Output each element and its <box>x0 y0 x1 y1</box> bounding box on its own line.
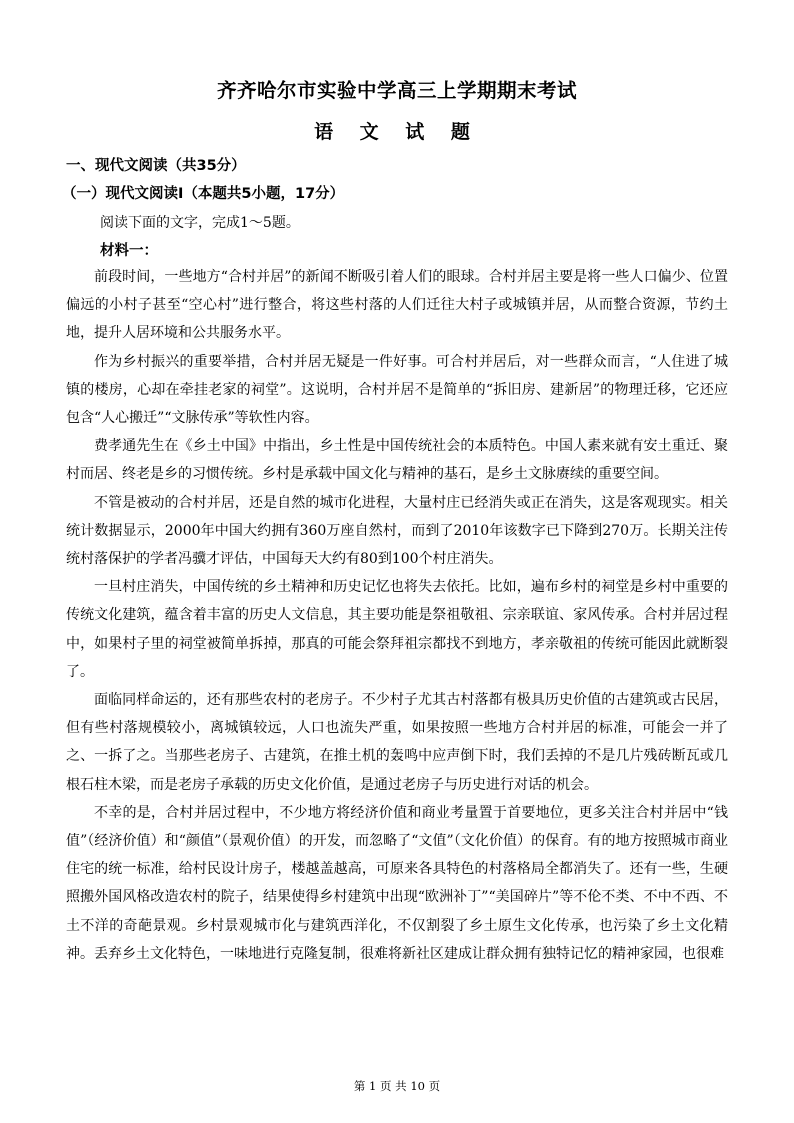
exam-subject: 语 文 试 题 <box>314 121 480 143</box>
paragraph: 前段时间，一些地方“合村并居”的新闻不断吸引着人们的眼球。合村并居主要是将一些人口偏少、位置偏远的小村子甚至“空心村”进行整合，将这些村落的人们迁往大村子或城镇并居，从而整合资源，节约土地，提升人居环境和公共服务水平。 <box>66 269 728 342</box>
page-number-footer: 第 1 页 共 10 页 <box>353 1079 441 1093</box>
paragraph: 费孝通先生在《乡土中国》中指出，乡土性是中国传统社会的本质特色。中国人素来就有安土重迁、聚村而居、终老是乡的习惯传统。乡村是承载中国文化与精神的基石，是乡土文脉赓续的重要空间。 <box>66 438 728 483</box>
material-label: 材料一： <box>100 243 158 259</box>
paragraph: 不管是被动的合村并居，还是自然的城市化进程，大量村庄已经消失或正在消失，这是客观现实。相关统计数据显示，2000年中国大约拥有360万座自然村，而到了2010年该数字已下降到270万。长期关注传统村落保护的学者冯骥才评估，中国每天大约有80到100个村庄消失。 <box>66 494 728 568</box>
exam-title: 齐齐哈尔市实验中学高三上学期期末考试 <box>216 79 577 102</box>
paragraph: 作为乡村振兴的重要举措，合村并居无疑是一件好事。可合村并居后，对一些群众而言，“人住进了城镇的楼房，心却在牵挂老家的祠堂”。这说明，合村并居不是简单的“拆旧房、建新居”的物理迁移，它还应包含“人心搬迁”“文脉传承”等软性内容。 <box>66 353 728 427</box>
paragraph: 一旦村庄消失，中国传统的乡土精神和历史记忆也将失去依托。比如，遍布乡村的祠堂是乡村中重要的传统文化建筑，蕴含着丰富的历史人文信息，其主要功能是祭祖敬祖、宗亲联谊、家风传承。合村并居过程中，如果村子里的祠堂被简单拆掉，那真的可能会祭拜祖宗都找不到地方，孝亲敬祖的传统可能因此就断裂了。 <box>66 579 728 680</box>
reading-instruction: 阅读下面的文字，完成1～5题。 <box>100 215 300 231</box>
paragraph: 不幸的是，合村并居过程中，不少地方将经济价值和商业考量置于首要地位，更多关注合村并居中“钱值”（经济价值）和“颜值”（景观价值）的开发，而忽略了“文值”（文化价值）的保育。有的地方按照城市商业住宅的统一标准，给村民设计房子，楼越盖越高，可原来各具特色的村落格局全都消失了。还有一些，生硬照搬外国风格改造农村的院子，结果使得乡村建筑中出现“欧洲补丁”“美国碎片”等不伦不类、不中不西、不土不洋的奇葩景观。乡村景观城市化与建筑西洋化，不仅割裂了乡土原生文化传承，也污染了乡土文化精神。丢弃乡土文化特色，一味地进行克隆复制，很难将新社区建成让群众拥有独特记忆的精神家园，也很难 <box>66 804 728 962</box>
material-body <box>66 263 728 968</box>
paragraph: 面临同样命运的，还有那些农村的老房子。不少村子尤其古村落都有极具历史价值的古建筑或古民居，但有些村落规模较小，离城镇较远，人口也流失严重，如果按照一些地方合村并居的标准，可能会一并了之、一拆了之。当那些老房子、古建筑，在推土机的轰鸣中应声倒下时，我们丢掉的不是几片残砖断瓦或几根石柱木梁，而是老房子承载的历史文化价值，是通过老房子与历史进行对话的机会。 <box>66 692 728 793</box>
section-heading-part-one: 一、现代文阅读（共35分） <box>66 158 246 174</box>
section-subheading-reading-one: （一）现代文阅读Ⅰ（本题共5小题，17分） <box>62 186 345 202</box>
